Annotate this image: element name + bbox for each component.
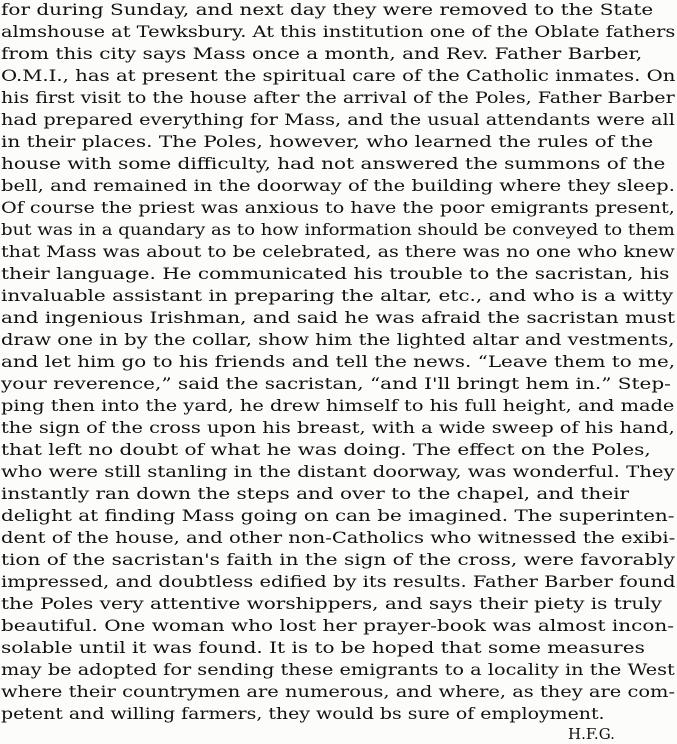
article-line: in their places. The Poles, however, who learned the rules of the (1, 132, 654, 151)
article-line: almshouse at Tewksbury. At this institution one of the Oblate fathers (1, 22, 676, 41)
article-line: that Mass was about to be celebrated, as there was no one who knew (1, 242, 675, 261)
article-line: his first visit to the house after the arrival of the Poles, Father Barber (1, 88, 675, 107)
article-line: petent and willing farmers, they would bs sure of employment. (1, 704, 605, 723)
article-line: bell, and remained in the doorway of the building where they sleep. (1, 176, 675, 195)
article-line: their language. He communicated his trouble to the sacristan, his (1, 264, 670, 283)
article-line: but was in a quandary as to how information should be conveyed to them (1, 220, 675, 239)
article-line: for during Sunday, and next day they were removed to the State (1, 0, 654, 19)
article-line: instantly ran down the steps and over to the chapel, and their (1, 484, 630, 503)
article-line: from this city says Mass once a month, and Rev. Father Barber, (1, 44, 643, 63)
article-line: the sign of the cross upon his breast, with a wide sweep of his hand, (1, 418, 675, 437)
article-line: dent of the house, and other non-Catholics who witnessed the exibi- (1, 528, 676, 547)
article-line: O.M.I., has at present the spiritual care of the Catholic inmates. On (1, 66, 676, 85)
article-line: where their countrymen are numerous, and where, as they are com- (1, 682, 676, 701)
article-line: who were still stanling in the distant doorway, was wonderful. They (1, 462, 675, 481)
article-line: the Poles very attentive worshippers, and says their piety is truly (1, 594, 662, 613)
article-line: may be adopted for sending these emigrants to a locality in the West (1, 660, 675, 679)
author-signature: H.F.G. (568, 725, 615, 743)
article-line: tion of the sacristan's faith in the sign of the cross, were favorably (1, 550, 675, 569)
article-line: impressed, and doubtless edified by its results. Father Barber found (1, 572, 676, 591)
article-line: and let him go to his friends and tell the news. “Leave them to me, (1, 352, 676, 371)
article-line: house with some difficulty, had not answered the summons of the (1, 154, 666, 173)
article-line: that left no doubt of what he was doing. The effect on the Poles, (1, 440, 651, 459)
article-line: beautiful. One woman who lost her prayer-book was almost incon- (1, 616, 675, 635)
article-line: solable until it was found. It is to be hoped that some measures (1, 638, 645, 657)
article-line: and ingenious Irishman, and said he was afraid the sacristan must (1, 308, 676, 327)
article-line: ping then into the yard, he drew himself to his full height, and made (1, 396, 675, 415)
article-line: had prepared everything for Mass, and the usual attendants were all (1, 110, 675, 129)
article-line: your reverence,” said the sacristan, “and I'll bringt hem in.” Step- (1, 374, 671, 393)
article-line: draw one in by the collar, show him the lighted altar and vestments, (1, 330, 675, 349)
article-line: Of course the priest was anxious to have the poor emigrants present, (1, 198, 675, 217)
article-line: delight at finding Mass going on can be imagined. The superinten- (1, 506, 675, 525)
article-line: invaluable assistant in preparing the altar, etc., and who is a witty (1, 286, 674, 305)
